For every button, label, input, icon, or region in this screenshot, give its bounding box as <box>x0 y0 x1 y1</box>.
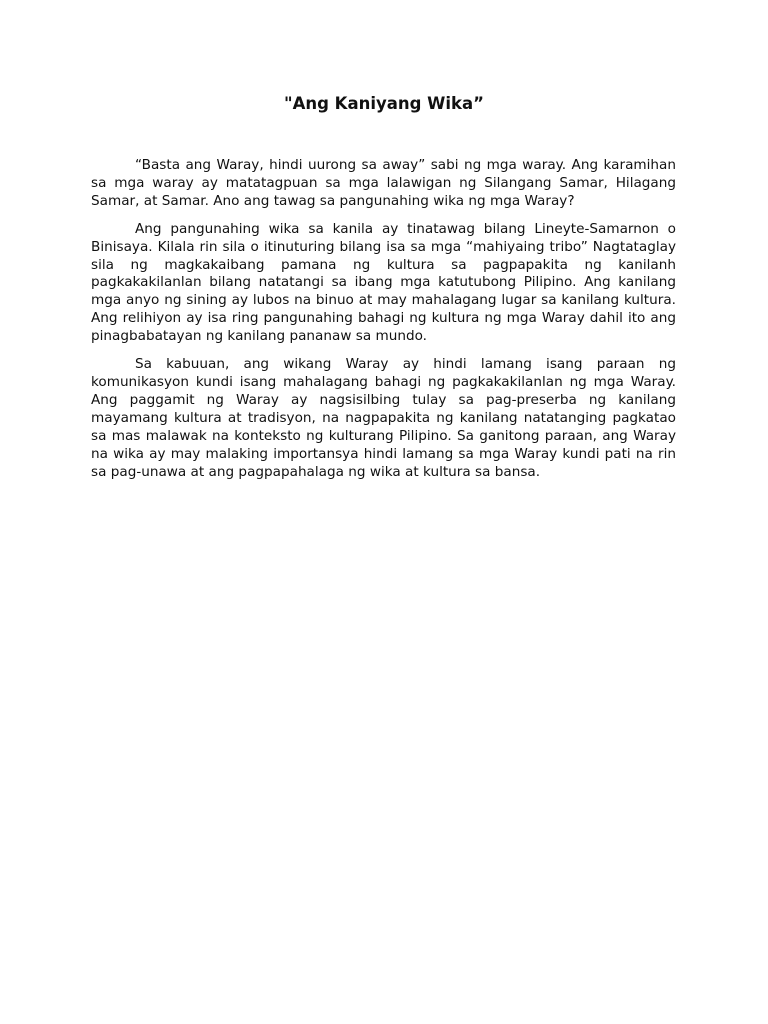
paragraph-3: Sa kabuuan, ang wikang Waray ay hindi lamang isang paraan ng komunikasyon kundi isang mahalagang bahagi ng pagkakakilanlan ng mga Waray. Ang paggamit ng Waray ay nagsisilbing tulay sa pag-preserba ng kanilang mayamang kultura at tradisyon, na nagpapakita ng kanilang natatanging pagkatao sa mas malawak na konteksto ng kulturang Pilipino. Sa ganitong paraan, ang Waray na wika ay may malaking importansya hindi lamang sa mga Waray kundi pati na rin sa pag-unawa at ang pagpapahalaga ng wika at kultura sa bansa. <box>91 356 676 480</box>
paragraph-2: Ang pangunahing wika sa kanila ay tinatawag bilang Lineyte-Samarnon o Binisaya. Kilala rin sila o itinuturing bilang isa sa mga “mahiyaing tribo” Nagtataglay sila ng magkakaibang pamana ng kultura sa pagpapakita ng kanilanh pagkakakilanlan bilang natatangi sa ibang mga katutubong Pilipino. Ang kanilang mga anyo ng sining ay lubos na binuo at may mahalagang lugar sa kanilang kultura. Ang relihiyon ay isa ring pangunahing bahagi ng kultura ng mga Waray dahil ito ang pinagbabatayan ng kanilang pananaw sa mundo. <box>91 220 676 345</box>
paragraph-1: “Basta ang Waray, hindi uurong sa away” sabi ng mga waray. Ang karamihan sa mga waray ay matatagpuan sa mga lalawigan ng Silangang Samar, Hilagang Samar, at Samar. Ano ang tawag sa pangunahing wika ng mga Waray? <box>91 157 676 209</box>
document-body <box>91 157 676 491</box>
document-title: "Ang Kaniyang Wika” <box>284 94 484 113</box>
